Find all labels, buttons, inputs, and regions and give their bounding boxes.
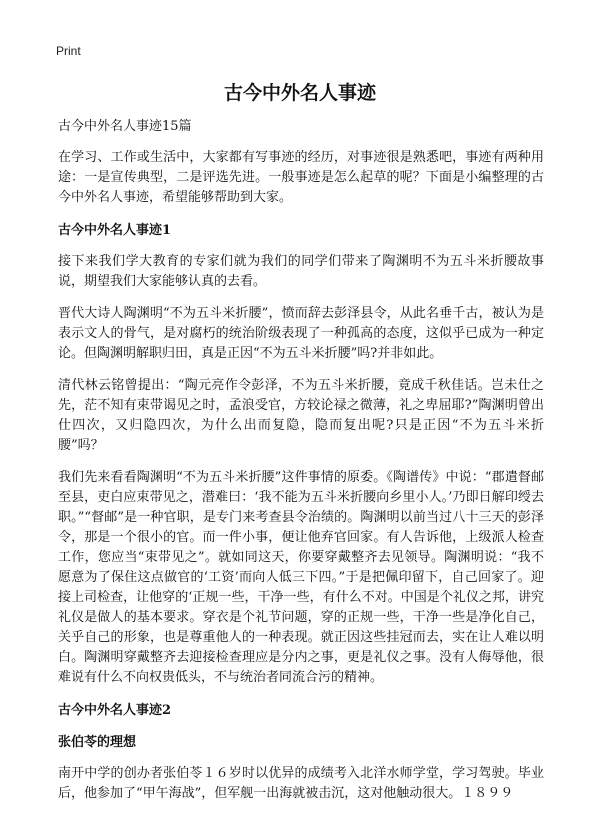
intro-paragraph: 在学习、工作或生活中，大家都有写事迹的经历，对事迹很是熟悉吧，事迹有两种用途：一是宣传典型，二是评选先进。一般事迹是怎么起草的呢？下面是小编整理的古今中外名人事迹，希望能够帮助到大家。 (58, 150, 544, 205)
article-subtitle: 古今中外名人事迹15篇 (58, 119, 192, 134)
section1-paragraph: 接下来我们学大教育的专家们就为我们的同学们带来了陶渊明不为五斗米折腰故事说，期望我们大家能够认真的去看。 (58, 254, 544, 289)
section1-paragraph: 晋代大诗人陶渊明“不为五斗米折腰”，愤而辞去彭泽县令，从此名垂千古，被认为是表示文人的骨气，是对腐朽的统治阶级表现了一种孤高的态度，这似乎已成为一种定论。但陶渊明解职归田，真是正因“不为五斗米折腰”吗?并非如此。 (58, 306, 544, 361)
section-heading-1: 古今中外名人事迹1 (58, 223, 172, 238)
section-subheading: 张伯苓的理想 (58, 735, 137, 750)
article-body (58, 118, 544, 816)
print-link[interactable]: Print (56, 44, 81, 58)
section1-paragraph: 清代林云铭曾提出：“陶元亮作令彭泽，不为五斗米折腰，竟成千秋佳话。岂未仕之先，茫不知有束带谒见之时，孟浪受官，方较论禄之微薄，礼之卑屈耶?”陶渊明曾出仕四次，又归隐四次，为什么出而复隐，隐而复出呢?只是正因“不为五斗米折腰”吗？ (58, 378, 544, 453)
section1-paragraph: 我们先来看看陶渊明“不为五斗米折腰”这件事情的原委。《陶谱传》中说：“郡遣督邮至县，吏白应束带见之，潜难曰：‘我不能为五斗米折腰向乡里小人。’乃即日解印绶去职。”“督邮”是一种官职，是专门来考查县令治绩的。陶渊明以前当过八十三天的彭泽令，那是一个很小的官。而一件小事，便让他弃官回家。有人告诉他，上级派人检查工作，您应当“束带见之”。就如同这天，你要穿戴整齐去见领导。陶渊明说：“我不愿意为了保住这点做官的‘工资’而向人低三下四。”于是把佩印留下，自己回家了。迎接上司检查，让他穿的‘正规一些，干净一些，有什么不对。中国是个礼仪之邦，讲究礼仪是做人的基本要求。穿衣是个礼节问题，穿的正规一些，干净一些是净化自己，关乎自己的形象，也是尊重他人的一种表现。就正因这些挂冠而去，实在让人难以明白。陶渊明穿戴整齐去迎接检查理应是分内之事，更是礼仪之事。没有人侮辱他，很难说有什么不向权贵低头，不与统治者同流合污的精神。 (58, 470, 544, 685)
page-title: 古今中外名人事迹 (223, 82, 376, 104)
section2-paragraph: 南开中学的创办者张伯苓１６岁时以优异的成绩考入北洋水师学堂，学习驾驶。毕业后，他参加了“甲午海战”，但军舰一出海就被击沉，这对他触动很大。１８９９ (58, 766, 544, 801)
section-heading-2: 古今中外名人事迹2 (58, 703, 172, 718)
